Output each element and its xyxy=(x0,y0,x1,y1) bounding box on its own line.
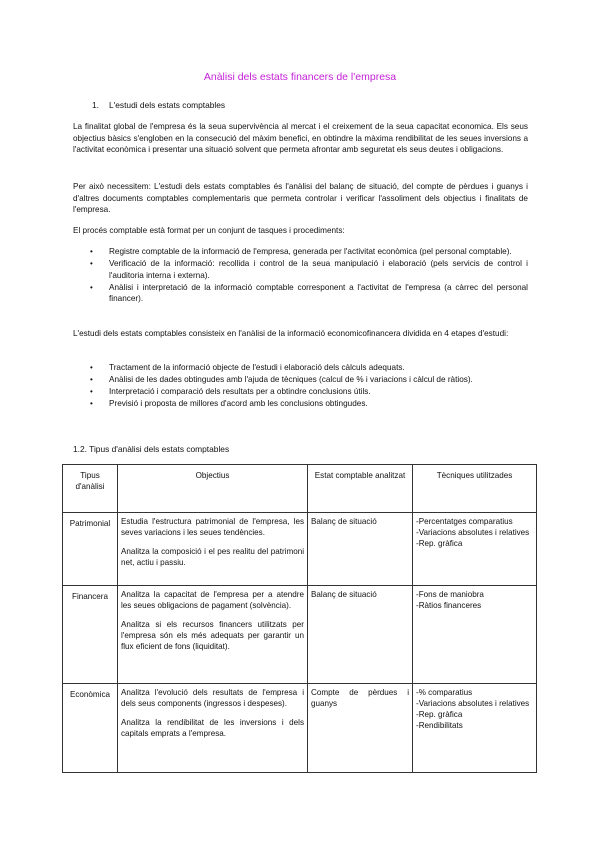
techniques-cell xyxy=(413,513,537,586)
techniques-cell xyxy=(413,684,537,773)
table-row xyxy=(63,586,537,684)
table-header-row xyxy=(63,465,537,513)
column-header: Estat comptable analitzat xyxy=(308,465,413,513)
statement-cell: Balanç de situació xyxy=(308,586,413,684)
stages-list xyxy=(73,362,528,410)
process-list xyxy=(73,246,528,305)
list-item: • Anàlisi de les dades obtingudes amb l'ajuda de tècniques (calcul de % i variacions i càlcul de ràtios). xyxy=(73,374,528,386)
objective-text: Analitza la rendibilitat de les inversions i dels capitals emprats a l'empresa. xyxy=(121,718,304,738)
analysis-type: Patrimonial xyxy=(63,513,118,586)
technique-item: -Variacions absolutes i relatives xyxy=(416,699,530,708)
objectives-cell xyxy=(118,586,308,684)
objective-text: Analitza si els recursos financers utilitzats per l'empresa són els més adequats per garantir un flux eficient de fons (liquiditat). xyxy=(121,620,304,651)
column-header: Tipus d'anàlisi xyxy=(63,465,118,513)
list-item: • Registre comptable de la informació de l'empresa, generada per l'activitat econòmica (pel personal comptable). xyxy=(73,246,528,258)
list-item: • Interpretació i comparació dels resultats per a obtindre conclusions útils. xyxy=(73,386,528,398)
objectives-cell xyxy=(118,684,308,773)
objectives-cell xyxy=(118,513,308,586)
table-row xyxy=(63,684,537,773)
section-heading-1 xyxy=(92,100,225,110)
statement-cell: Balanç de situació xyxy=(308,513,413,586)
section-number: 1. xyxy=(92,100,99,110)
paragraph-4: L'estudi dels estats comptables consisteix en l'anàlisi de la informació economicofinancera dividida en 4 etapes d'estudi: xyxy=(73,329,509,338)
technique-item: -% comparatius xyxy=(416,688,473,697)
analysis-types-table xyxy=(62,464,537,773)
table-row xyxy=(63,513,537,586)
paragraph-1: La finalitat global de l'empresa és la seua supervivència al mercat i el creixement de la seua capacitat economica. Els seus objectius bàsics s'engloben en la consecució del màxim benefici, en obtindre la màxima rendibilitat de les seues inversions a l'activitat econòmica i presentar una situació solvent que permeta afrontar amb seguretat els seus deutes i obligacions. xyxy=(73,122,528,155)
technique-item: -Rep. gràfica xyxy=(416,539,463,548)
list-item: • Previsió i proposta de millores d'acord amb les conclusions obtingudes. xyxy=(73,398,528,410)
technique-item: -Fons de maniobra xyxy=(416,590,484,599)
paragraph-2: Per això necessitem: L'estudi dels estats comptables és l'anàlisi del balanç de situació, del compte de pèrdues i guanys i d'altres documents comptables complementaris que permeta controlar i verificar l'assoliment dels objectius i finalitats de l'empresa. xyxy=(73,182,528,215)
section-heading-text: L'estudi dels estats comptables xyxy=(109,100,226,110)
statement-cell: Compte de pèrdues i guanys xyxy=(308,684,413,773)
objective-text: Estudia l'estructura patrimonial de l'empresa, les seves variacions i les seues tendències. xyxy=(121,517,304,537)
analysis-type: Financera xyxy=(63,586,118,684)
list-item: • Verificació de la informació: recollida i control de la seua manipulació i elaboració (pels servicis de control i l'auditoria interna i externa). xyxy=(73,258,528,281)
techniques-cell xyxy=(413,586,537,684)
technique-item: -Percentatges comparatius xyxy=(416,517,513,526)
list-item: • Tractament de la informació objecte de l'estudi i elaboració dels càlculs adequats. xyxy=(73,362,528,374)
document-title: Anàlisi dels estats financers de l'empresa xyxy=(203,71,397,83)
paragraph-3: El procés comptable està format per un conjunt de tasques i procediments: xyxy=(73,226,345,235)
column-header: Tècniques utilitzades xyxy=(413,465,537,513)
technique-item: -Rep. gràfica xyxy=(416,710,463,719)
column-header: Objectius xyxy=(118,465,308,513)
section-heading-2: 1.2. Tipus d'anàlisi dels estats comptables xyxy=(73,444,230,454)
objective-text: Analitza la composició i el pes realitu del patrimoni net, actiu i passiu. xyxy=(121,547,304,567)
objective-text: Analitza l'evolució dels resultats de l'empresa i dels seus components (ingressos i despeses). xyxy=(121,688,304,708)
list-item: • Anàlisi i interpretació de la informació comptable corresponent a l'activitat de l'empresa (a càrrec del personal financer). xyxy=(73,282,528,305)
objective-text: Analitza la capacitat de l'empresa per a atendre les seues obligacions de pagament (solvència). xyxy=(121,590,304,610)
technique-item: -Rendibilitats xyxy=(416,721,463,730)
analysis-type: Econòmica xyxy=(63,684,118,773)
technique-item: -Variacions absolutes i relatives xyxy=(416,528,530,537)
technique-item: -Ràtios financeres xyxy=(416,601,482,610)
